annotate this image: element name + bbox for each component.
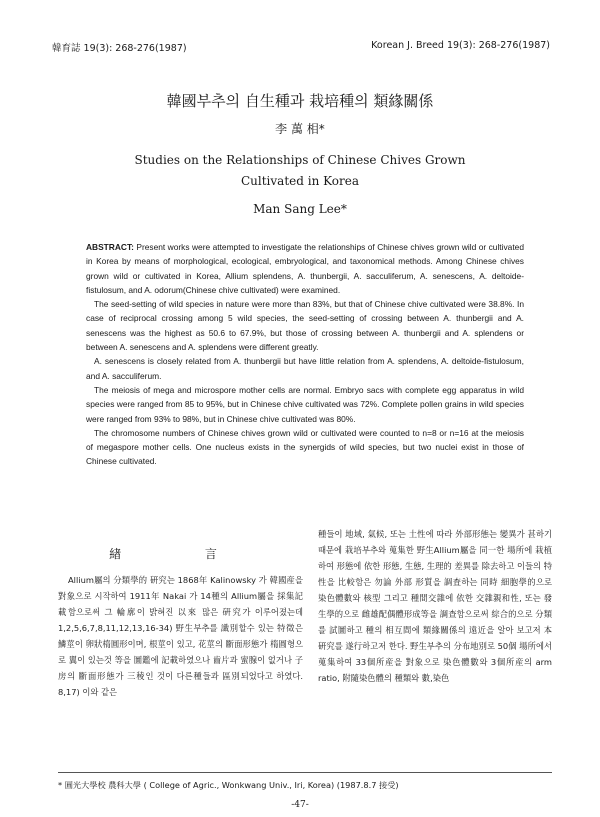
abstract-paragraph-4: The meiosis of mega and microspore mother cells are normal. Embryo sacs with complete egg apparatus in wild species were ranged from 85 to 95%, but in Chinese chive cultivated was 72%. Complete pollen grains in wild species were ranged from 93% to 98%, but in Chinese chive cultivated was 80%. xyxy=(86,384,524,424)
abstract-label: ABSTRACT: xyxy=(86,242,134,252)
abstract-paragraph-1 xyxy=(86,240,524,297)
abstract-paragraph-5: The chromosome numbers of Chinese chives grown wild or cultivated were counted to n=8 or n=16 at the meiosis of megaspore mother cells. One nucleus exists in the synergids of wild species, but two nuclei exist in those of Chinese cultivated. xyxy=(86,427,524,467)
author-korean: 李 萬 相* xyxy=(275,122,325,136)
title-english-line2: Cultivated in Korea xyxy=(240,174,359,188)
section-title-introduction: 緖 言 xyxy=(109,547,257,561)
footnote-affiliation: * 圓光大學校 農科大學 ( College of Agric., Wonkwang Univ., Iri, Korea) (1987.8.7 接受) xyxy=(58,780,399,790)
body-column-left: Allium屬의 分類學的 硏究는 1868年 Kalinowsky 가 韓國産을 對象으로 시작하여 1911年 Nakai 가 14種의 Allium屬을 採集記載함으로써 그 輪廓이 밝혀진 以來 많은 硏究가 이루어졌는데 1,2,5,6,7,8,11,12,13,16-34) 野生부추를 識別할수 있는 特徵은 鱗莖이 卵狀楕圓形이며, 根莖이 있고, 花莖의 斷面形態가 楕圓형으로 翼이 있는것 等을 圖鑑에 記載하였으나 齒片과 蜜腺이 없거나 子房의 斷面形態가 三稜인 것이 다른種들과 區別되었다고 하였다. 8,17) 이와 같은 xyxy=(58,575,303,697)
title-english xyxy=(100,150,500,192)
abstract xyxy=(86,240,524,469)
journal-header-left: 韓育誌 19(3): 268-276(1987) xyxy=(52,43,187,54)
journal-header-right: Korean J. Breed 19(3): 268-276(1987) xyxy=(371,40,550,51)
body-column-right: 種들이 地域, 氣候, 또는 土性에 따라 外部形態는 變異가 甚하기 때문에 栽培부추와 蒐集한 野生Allium屬을 同一한 場所에 栽植하여 形態에 依한 形態, 生態, 生理的 差異를 除去하고 이들의 特性을 比較함은 勿論 外部 形質을 調査하는 同時 細胞學的으로 染色體數와 核型 그리고 種間交雜에 依한 交雜親和性, 또는 發生學的으로 雌雄配偶體形成等을 調查함으로써 綜合的으로 分類를 試圖하고 種의 相互間에 類緣關係의 遠近을 알아 보고저 本 硏究를 遂行하고저 한다. 野生부추의 分布地別로 50個 場所에서 蒐集하여 33個所産을 對象으로 染色體數와 3個所産의 arm ratio, 附隨染色體의 種類와 數,染色 xyxy=(318,529,552,683)
title-english-line1: Studies on the Relationships of Chinese Chives Grown xyxy=(134,153,466,167)
abstract-p1-text: Present works were attempted to investigate the relationships of Chinese chives grown wild or cultivated in Korea by means of morphological, ecological, embryological, and taxonomical methods. Among Chinese chives grown wild or cultivated in Korea, Allium splendens, A. thunbergii, A. sacculiferum, A. senescens, A. deltoide-fistulosum, and A. odorum(Chinese chive cultivated) were examined. xyxy=(86,242,524,295)
abstract-paragraph-2: The seed-setting of wild species in nature were more than 83%, but that of Chinese chive cultivated were 38.8%. In case of reciprocal crossing among 5 wild species, the seed-setting of crossing between A. thunbergii and A. senescens was the highest as 50.6 to 67.9%, but those of crossing between A. thunbergii and A. splendens or between A. senescens and A. splendens were different greatly. xyxy=(86,299,524,353)
footnote-divider xyxy=(58,772,552,773)
title-korean: 韓國부추의 自生種과 栽培種의 類緣關係 xyxy=(166,92,434,110)
page-number: -47- xyxy=(291,800,309,810)
author-english: Man Sang Lee* xyxy=(253,202,347,216)
abstract-paragraph-3: A. senescens is closely related from A. thunbergii but have little relation from A. splendens, A. deltoide-fistulosum, and A. sacculiferum. xyxy=(86,356,524,381)
